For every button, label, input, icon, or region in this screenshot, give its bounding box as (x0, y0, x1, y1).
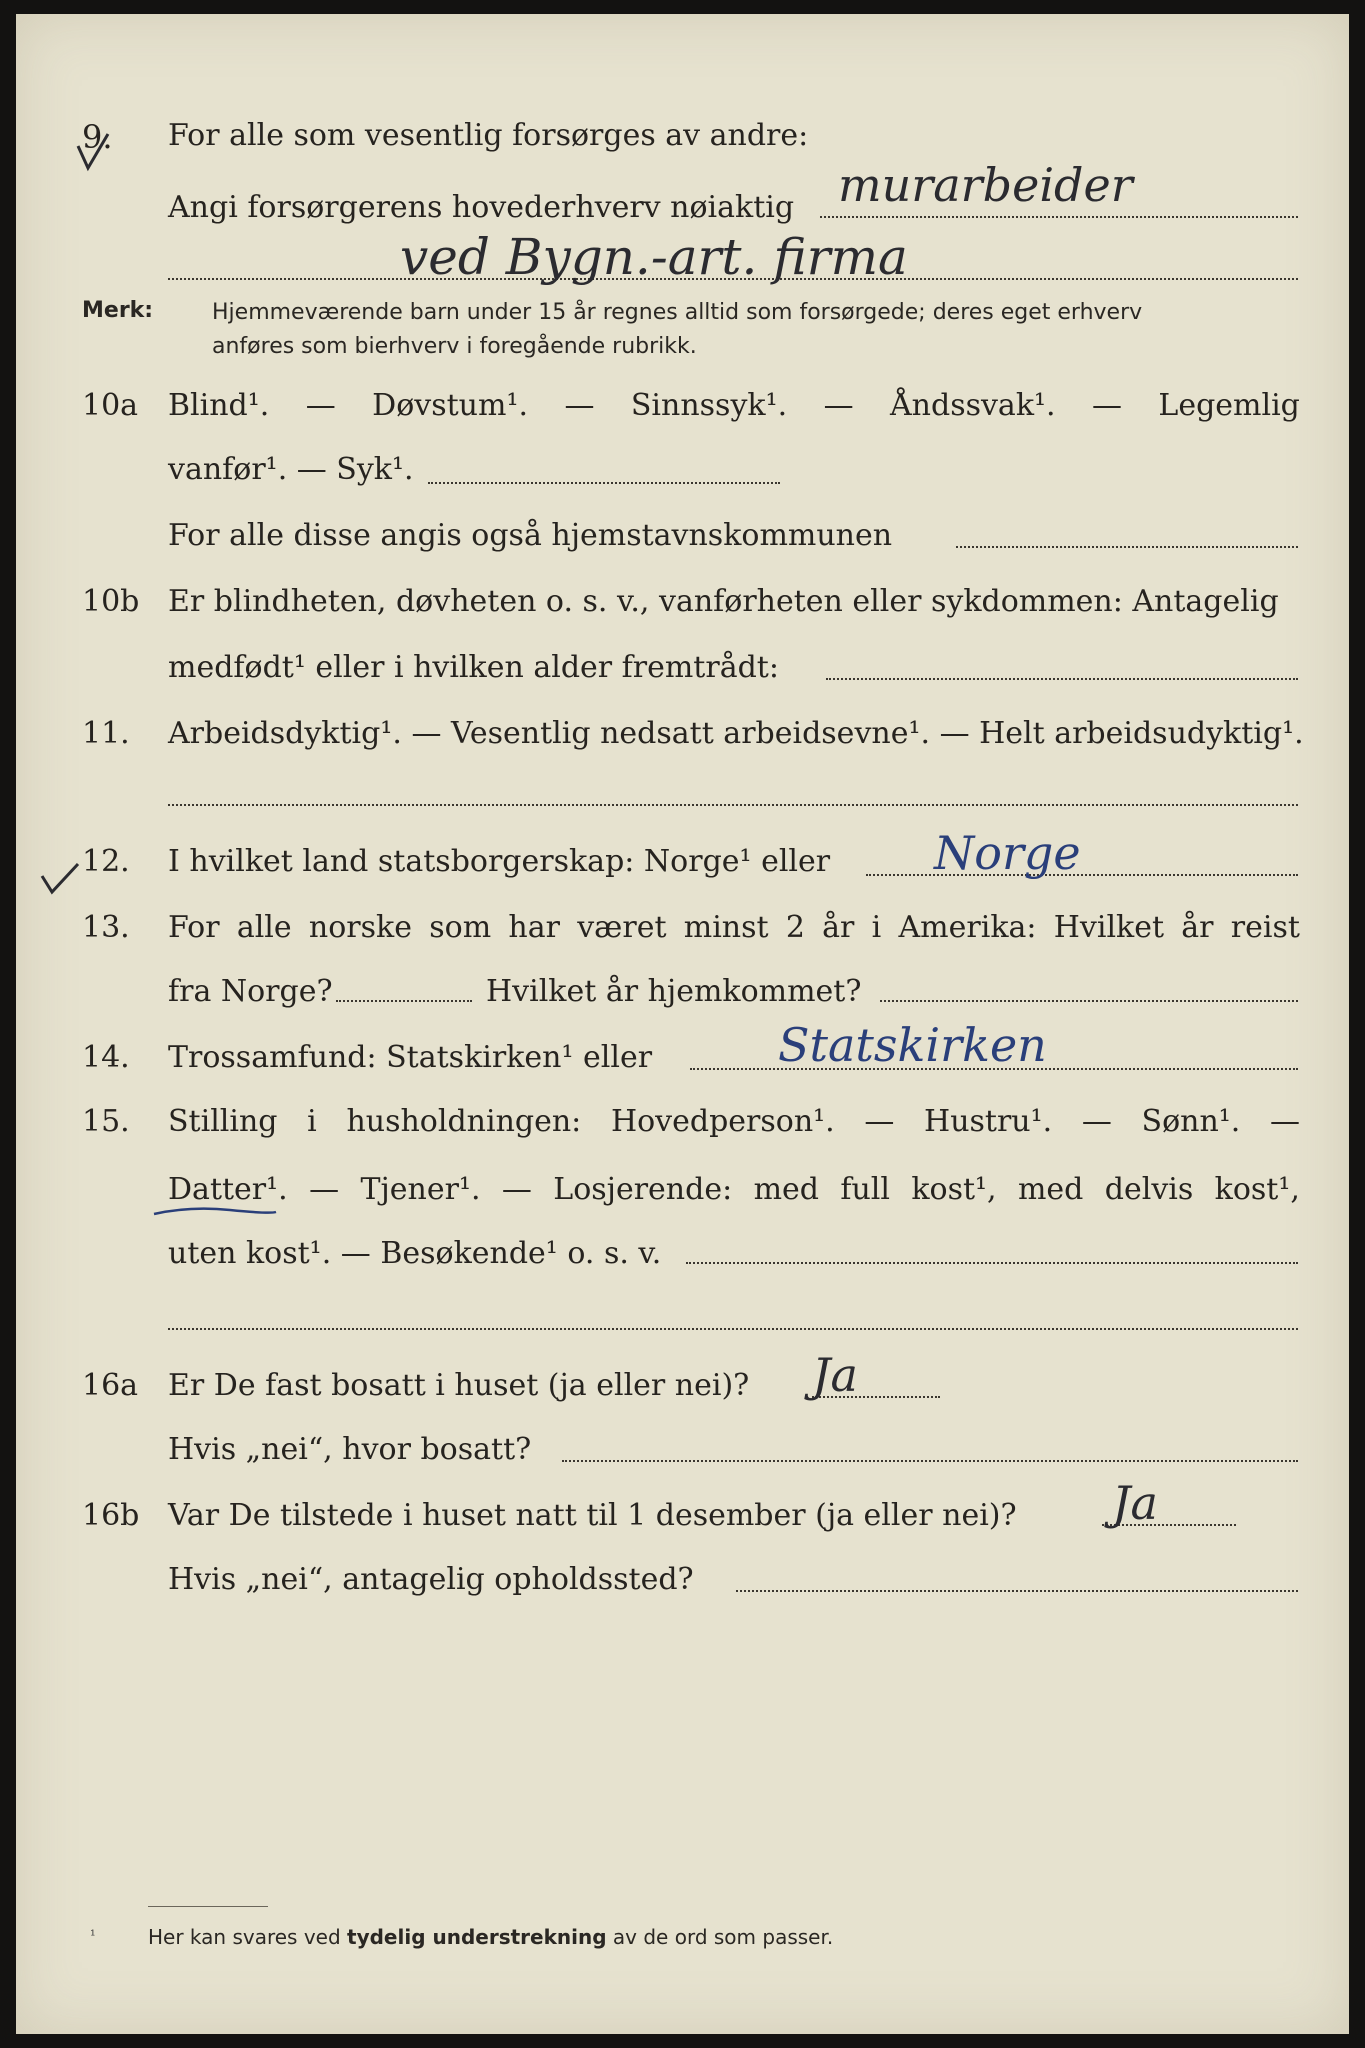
option-sonn[interactable]: Sønn¹. (1141, 1104, 1241, 1139)
q10b-answer-line[interactable] (826, 678, 1298, 680)
option-hustru[interactable]: Hustru¹. (924, 1104, 1053, 1139)
q9-number: 9. (82, 118, 113, 156)
hjemstavnskommune-answer-line[interactable] (956, 546, 1298, 548)
q16b-line2: Hvis „nei“, antagelig opholdssted? (168, 1562, 694, 1597)
q14-line1: Trossamfund: Statskirken¹ eller (168, 1040, 653, 1075)
footnote: Her kan svares ved tydelig understrekning av de ord som passer. (148, 1925, 834, 1949)
q10a-number: 10a (82, 388, 139, 423)
datter-underline (150, 1204, 280, 1222)
q13-line2b: Hvilket år hjemkommet? (486, 974, 862, 1009)
option-legemlig[interactable]: Legemlig (1158, 388, 1300, 423)
footnote-rule (148, 1906, 268, 1907)
q16b-number: 16b (82, 1498, 140, 1533)
q13-number: 13. (82, 910, 130, 945)
q12-line1: I hvilket land statsborgerskap: Norge¹ eller (168, 844, 831, 879)
footnote-marker: ¹ (90, 1928, 96, 1944)
q9-answer-line-1[interactable] (820, 216, 1298, 218)
q16a-line1: Er De fast bosatt i huset (ja eller nei)? (168, 1368, 750, 1403)
option-andssvak[interactable]: Åndssvak¹. (890, 388, 1056, 423)
q15-answer-line[interactable] (686, 1262, 1298, 1264)
option-losjerende[interactable]: Losjerende: (553, 1172, 733, 1207)
q12-answer: Norge (934, 826, 1081, 880)
option-datter[interactable]: Datter¹. (168, 1172, 288, 1207)
q10b-number: 10b (82, 584, 140, 619)
merk-line2: anføres som bierhverv i foregående rubrikk. (212, 334, 697, 359)
q16a-line2: Hvis „nei“, hvor bosatt? (168, 1432, 532, 1467)
option-sinnssyk[interactable]: Sinnssyk¹. (630, 388, 788, 423)
q14-number: 14. (82, 1040, 130, 1075)
q15-extra-line[interactable] (168, 1328, 1298, 1330)
q10b-line1: Er blindheten, døvheten o. s. v., vanførheten eller sykdommen: Antagelig (168, 584, 1279, 619)
merk-label: Merk: (82, 298, 154, 323)
checkmark-icon (74, 128, 114, 178)
merk-line1: Hjemmeværende barn under 15 år regnes alltid som forsørgede; deres eget erhverv (212, 300, 1143, 325)
q10b-line2: medfødt¹ eller i hvilken alder fremtrådt: (168, 650, 779, 685)
option-blind[interactable]: Blind¹. (168, 388, 270, 423)
option-hovedperson[interactable]: Hovedperson¹. (610, 1104, 835, 1139)
q15-line3: uten kost¹. — Besøkende¹ o. s. v. (168, 1236, 662, 1271)
q16b-answer: Ja (1112, 1476, 1158, 1530)
dash: — (823, 388, 854, 423)
option-tjener[interactable]: Tjener¹. (360, 1172, 481, 1207)
q11-answer-line[interactable] (168, 804, 1298, 806)
option-dovstum[interactable]: Døvstum¹. (372, 388, 529, 423)
dash: — (564, 388, 595, 423)
q11-line1: Arbeidsdyktig¹. — Vesentlig nedsatt arbeidsevne¹. — Helt arbeidsudyktig¹. (168, 716, 1304, 751)
reist-year-field[interactable] (336, 1000, 472, 1002)
q12-number: 12. (82, 844, 130, 879)
q16a-number: 16a (82, 1368, 139, 1403)
q14-answer: Statskirken (778, 1018, 1047, 1072)
dash: — (1091, 388, 1122, 423)
q12-answer-line[interactable] (866, 874, 1298, 876)
q16a-bosatt-field[interactable] (562, 1460, 1298, 1462)
q9-answer-2: ved Bygn.-art. firma (400, 228, 908, 286)
q16a-answer: Ja (812, 1348, 858, 1402)
q16b-opholdssted-field[interactable] (736, 1590, 1298, 1592)
q10a-answer-line[interactable] (428, 482, 780, 484)
q9-answer-1: murarbeider (838, 158, 1133, 212)
hjemkommet-year-field[interactable] (880, 1000, 1298, 1002)
q16b-line1: Var De tilstede i huset natt til 1 desember (ja eller nei)? (168, 1498, 1017, 1533)
dash: — (305, 388, 336, 423)
q15-number: 15. (82, 1104, 130, 1139)
checkmark-icon (40, 860, 82, 896)
q9-line2-label: Angi forsørgerens hovederhverv nøiaktig (168, 190, 795, 225)
q10a-line2: vanfør¹. — Syk¹. (168, 452, 414, 487)
q9-line1: For alle som vesentlig forsørges av andre: (168, 118, 809, 153)
q13-line2a: fra Norge? (168, 974, 333, 1009)
q10a-line3: For alle disse angis også hjemstavnskommunen (168, 518, 893, 553)
q11-number: 11. (82, 716, 130, 751)
